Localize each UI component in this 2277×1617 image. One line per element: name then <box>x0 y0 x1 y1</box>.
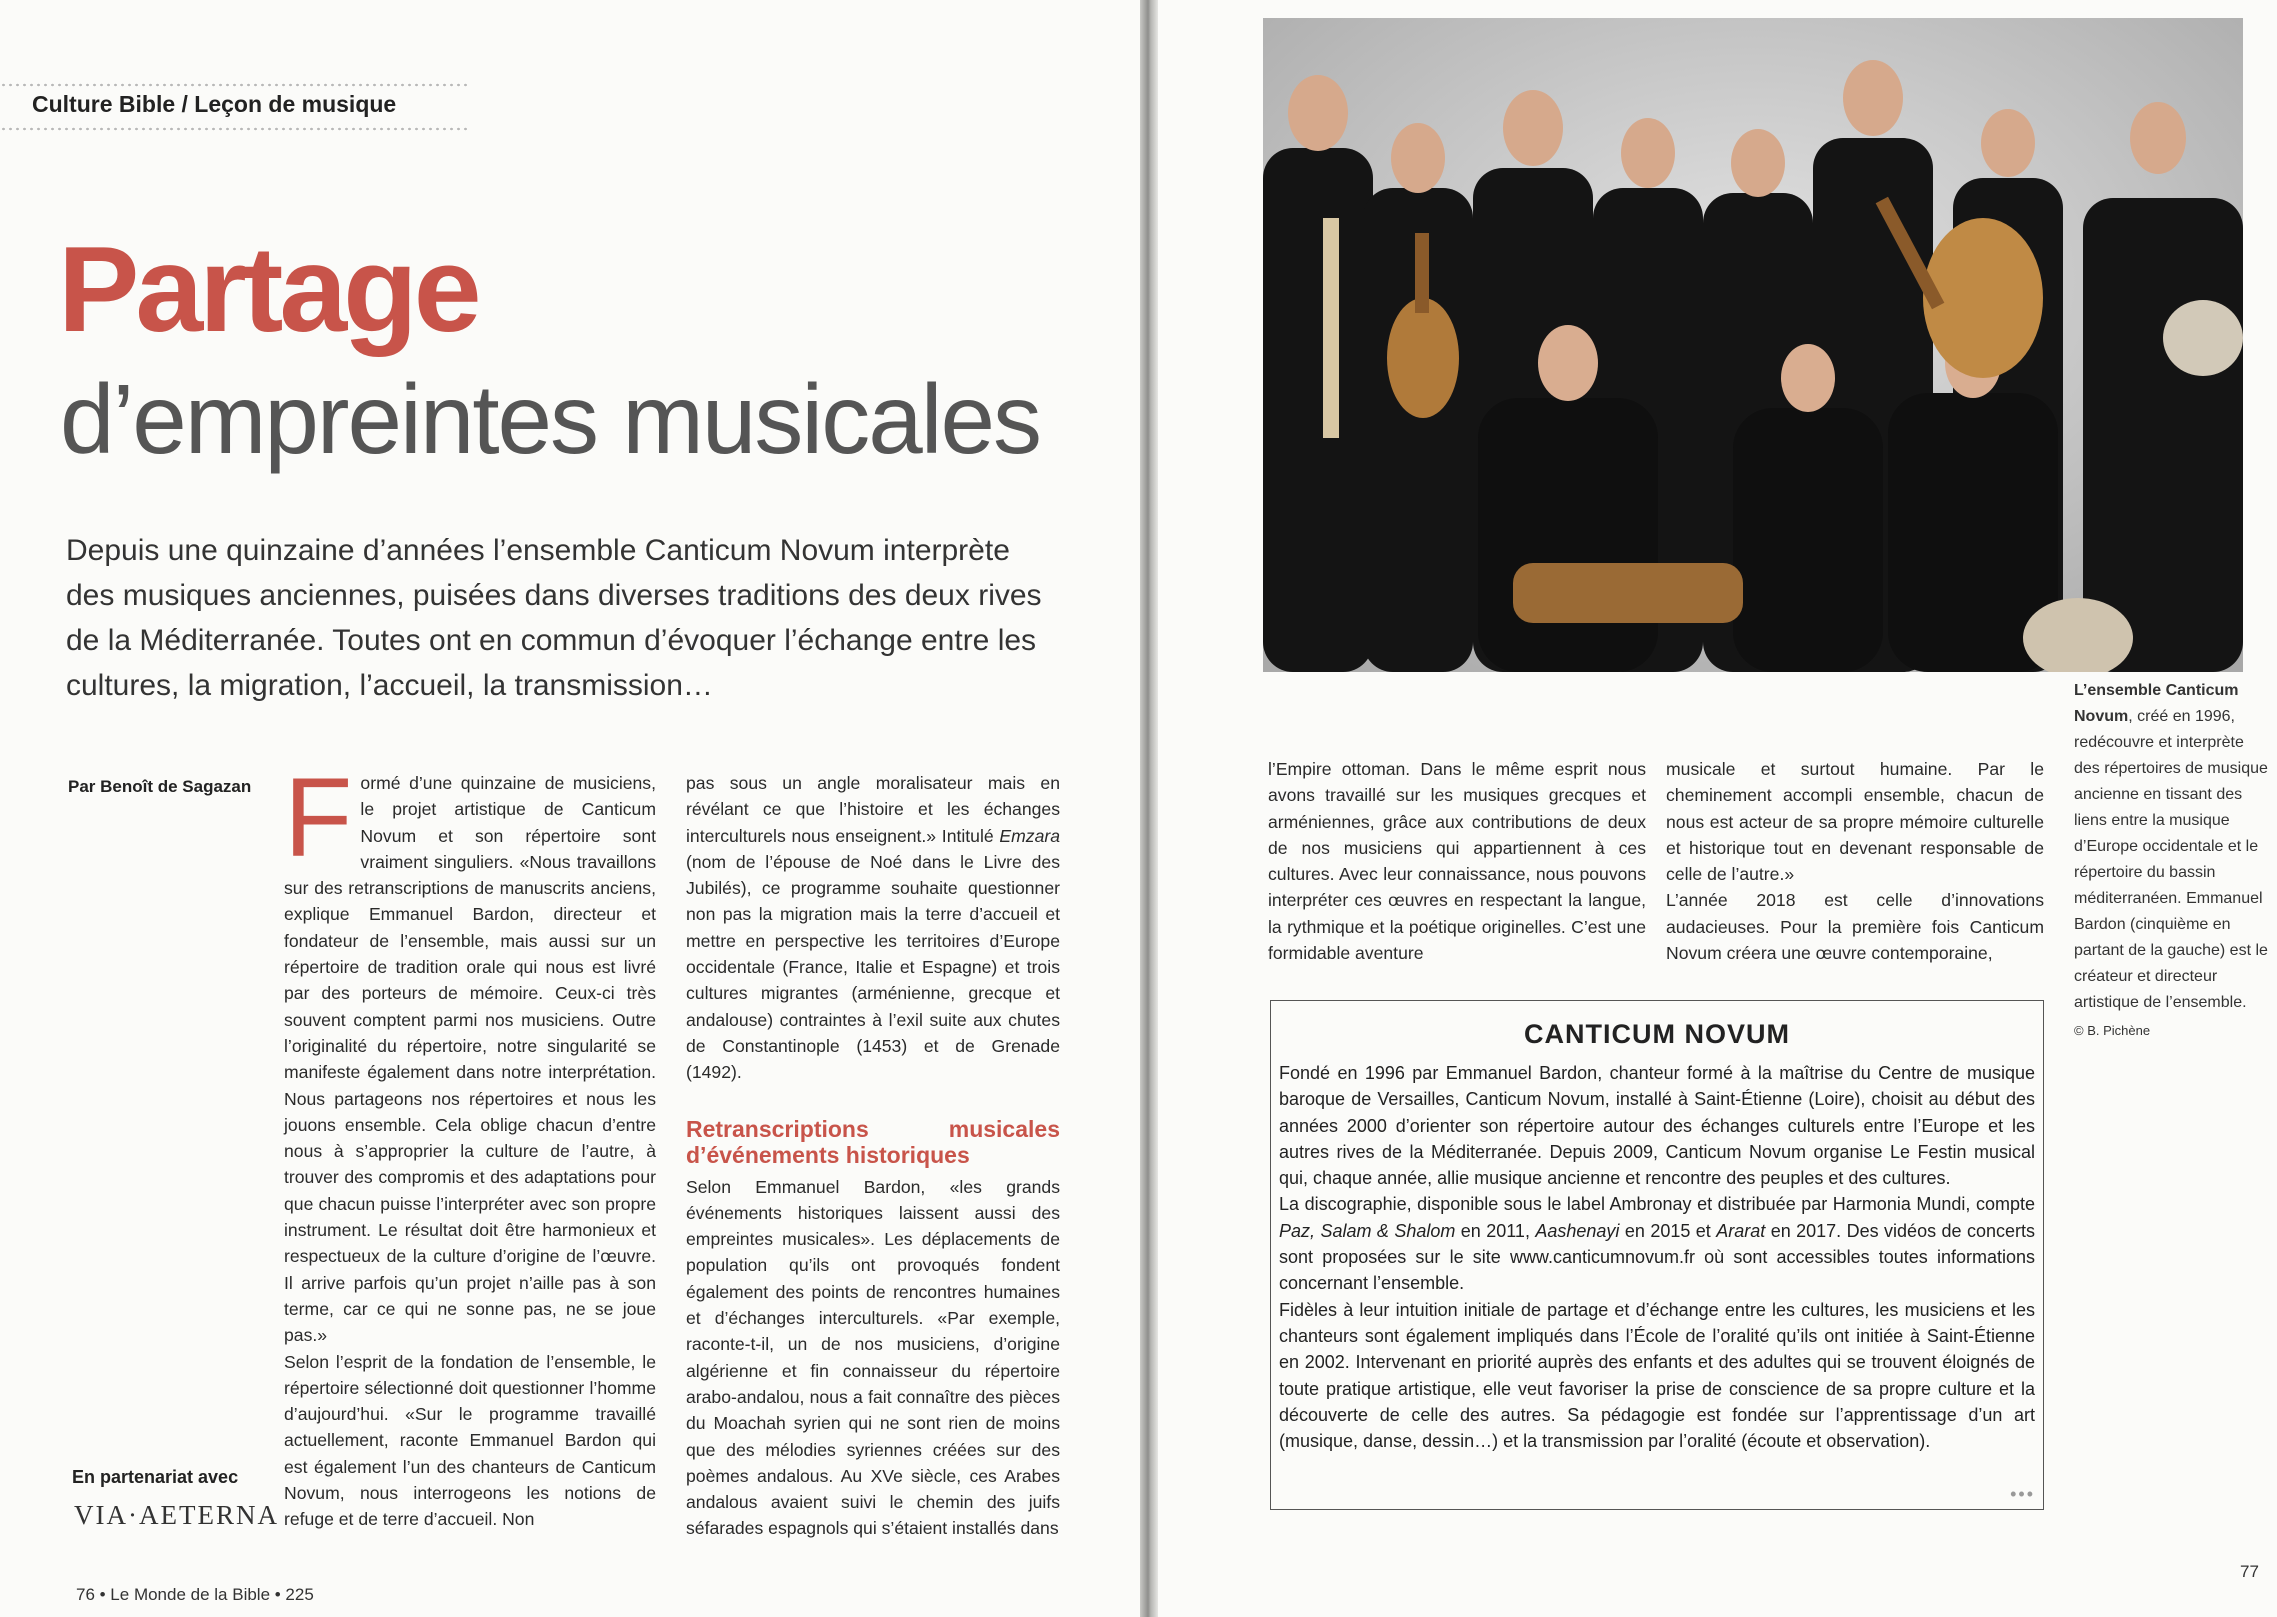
article-column-2 <box>686 770 1060 1542</box>
book-gutter <box>1140 0 1158 1617</box>
programme-title: Emzara <box>999 825 1060 846</box>
ensemble-photo-illustration <box>1263 18 2243 672</box>
info-box-title: CANTICUM NOVUM <box>1524 1019 1790 1049</box>
byline: Par Benoît de Sagazan <box>68 777 252 796</box>
info-box <box>1270 1000 2044 1510</box>
rubric-dots-bottom <box>0 126 470 132</box>
column-1-paragraph-2: Selon l’esprit de la fondation de l’ensemble, le répertoire sélectionné doit questionner l’homme d’aujourd’hui. «Sur le programme travaillé actuellement, raconte Emmanuel Bardon qui est également l’un des chanteurs de Canticum Novum, nous interrogeons les notions de refuge et de terre d’accueil. Non <box>284 1351 656 1530</box>
caption-text: , créé en 1996, redécouvre et interprète des répertoires de musique ancienne en tissant des liens entre la musique d’Europe occidentale et le répertoire du bassin méditerranéen. Emmanuel Bardon (cinquième en partant de la gauche) est le créateur et directeur artistique de l’ensemble. <box>2074 708 2268 1011</box>
page-folio-right: 77 <box>2240 1562 2259 1581</box>
info-box-paragraph-2: La discographie, disponible sous le label Ambronay et distribuée par Harmonia Mundi, compte Paz, Salam & Shalom en 2011, Aashenayi en 2015 et Ararat en 2017. Des vidéos de concerts sont proposées sur le site www.canticumnovum.fr où sont accessibles toutes informations concernant l’ensemble. <box>1279 1194 2035 1294</box>
article-subtitle: d’empreintes musicales <box>60 364 1040 474</box>
right-column-2-paragraph-2: L’année 2018 est celle d’innovations audacieuses. Pour la première fois Canticum Novum créera une œuvre contemporaine, <box>1666 890 2044 964</box>
right-column-2-paragraph-1: musicale et surtout humaine. Par le cheminement accompli ensemble, chacun de nous est acteur de sa propre mémoire culturelle et historique tout en devenant responsable de celle de l’autre.» <box>1666 759 2044 885</box>
info-box-paragraph-1: Fondé en 1996 par Emmanuel Bardon, chanteur formé à la maîtrise du Centre de musique baroque de Versailles, Canticum Novum, installé à Saint-Étienne (Loire), choisit au début des années 2000 d’orienter son répertoire autour des échanges culturels entre l’Europe et les autres rives de la Méditerranée. Depuis 2009, Canticum Novum organise Le Festin musical qui, chaque année, allie musique ancienne et rencontre des peuples et des cultures. <box>1279 1063 2035 1189</box>
article-column-1 <box>284 755 656 1533</box>
article-lead: Depuis une quinzaine d’années l’ensemble Canticum Novum interprète des musiques anciennes, puisées dans diverses traditions des deux rives de la Méditerranée. Toutes ont en commun d’évoquer l’échange entre les cultures, la migration, l’accueil, la transmission… <box>66 534 1042 702</box>
right-column-1-paragraph: l’Empire ottoman. Dans le même esprit nous avons travaillé sur les musiques grecques et arméniennes, grâce aux contributions de deux de nos musiciens qui appartiennent à ces cultures. Avec leur connaissance, nous pouvons interpréter ces œuvres en respectant la langue, la rythmique et la poétique originelles. C’est une formidable aventure <box>1268 759 1646 964</box>
info-box-paragraph-3: Fidèles à leur intuition initiale de partage et d’échange entre les cultures, les musiciens et les chanteurs sont également impliqués dans l’École de l’oralité qu’ils ont initiée à Saint-Étienne en 2002. Intervenant en priorité auprès des enfants et des adultes qui se trouvent éloignés de toute pratique artistique, elle veut favoriser la prise de conscience de sa propre culture et la découverte de celle des autres. Sa pédagogie est fondée sur l’apprentissage d’un art (musique, danse, dessin…) et la transmission par l’oralité (écoute et observation). <box>1279 1299 2035 1452</box>
section-rubric <box>0 82 470 132</box>
rubric-dots-top <box>0 82 470 88</box>
rubric-text: Culture Bible / Leçon de musique <box>32 91 397 117</box>
info-box-body <box>1271 1050 2043 1454</box>
column-2-paragraph-1: pas sous un angle moralisateur mais en révélant ce que l’histoire et les échanges interculturels nous enseignent.» Intitulé Emzara (nom de l’épouse de Noé dans le Livre des Jubilés), ce programme souhaite questionner non pas la migration mais la terre d’accueil et mettre en perspective les territoires d’Europe occidentale (France, Italie et Espagne) et trois cultures migrantes (arménienne, grecque et andalouse) contraintes à l’exil suite aux chutes de Constantinople (1453) et de Grenade (1492). <box>686 773 1060 1083</box>
continuation-dots: ••• <box>2010 1484 2035 1504</box>
caption-head: L’ensemble Canticum Novum <box>2074 682 2239 725</box>
section-subhead: Retranscriptions musicales d’événements historiques <box>686 1115 1060 1168</box>
ensemble-photo <box>1263 18 2243 672</box>
photo-credit: © B. Pichène <box>2074 1023 2151 1038</box>
right-column-2 <box>1666 756 2044 966</box>
column-1-paragraph-1: ormé d’une quinzaine de musiciens, le projet artistique de Canticum Novum et son répertoire sont vraiment singuliers. «Nous travaillons sur des retranscriptions de manuscrits anciens, explique Emmanuel Bardon, directeur et fondateur de l’ensemble, mais aussi sur un répertoire de tradition orale qui nous est livré par des porteurs de mémoire. Ceux-ci très souvent comptent parmi nos musiciens. Outre l’originalité du répertoire, notre singularité se manifeste également dans notre interprétation. Nous partageons nos répertoires et nous les jouons ensemble. Cela oblige chacun d’entre nous à s’approprier la culture de l’autre, à trouver des compromis et des adaptations pour que chacun puisse l’interpréter avec son propre instrument. Le résultat doit être harmonieux et respectueux de la culture d’origine de l’œuvre. Il arrive parfois qu’un projet n’aille pas à son terme, car ce qui ne sonne pas, ne se joue pas.» <box>284 773 656 1346</box>
page-folio-left: 76 • Le Monde de la Bible • 225 <box>76 1585 314 1604</box>
article-title: Partage <box>58 221 478 357</box>
column-2-paragraph-2: Selon Emmanuel Bardon, «les grands événements historiques laissent aussi des empreintes musicales». Les déplacements de population qu’ils ont provoqués fondent également des points de rencontres humaines et d’échanges interculturels. «Par exemple, raconte-t-il, un de nos musiciens, d’origine algérienne et fin connaisseur du répertoire arabo-andalou, nous a fait connaître des pièces du Moachah syrien qui ne sont rien de moins que des mélodies syriennes créées sur des poèmes andalous. Au XVe siècle, ces Arabes andalous avaient suivi le chemin des juifs séfarades espagnols qui s’étaient installés dans <box>686 1176 1060 1539</box>
photo-caption <box>2074 678 2269 1044</box>
right-page <box>1158 0 2277 1617</box>
drop-cap: F <box>284 755 353 880</box>
partner-label: En partenariat avec <box>72 1467 239 1487</box>
via-aeterna-logo: VIA·AETERNA <box>74 1500 279 1530</box>
right-column-1 <box>1268 756 1646 966</box>
